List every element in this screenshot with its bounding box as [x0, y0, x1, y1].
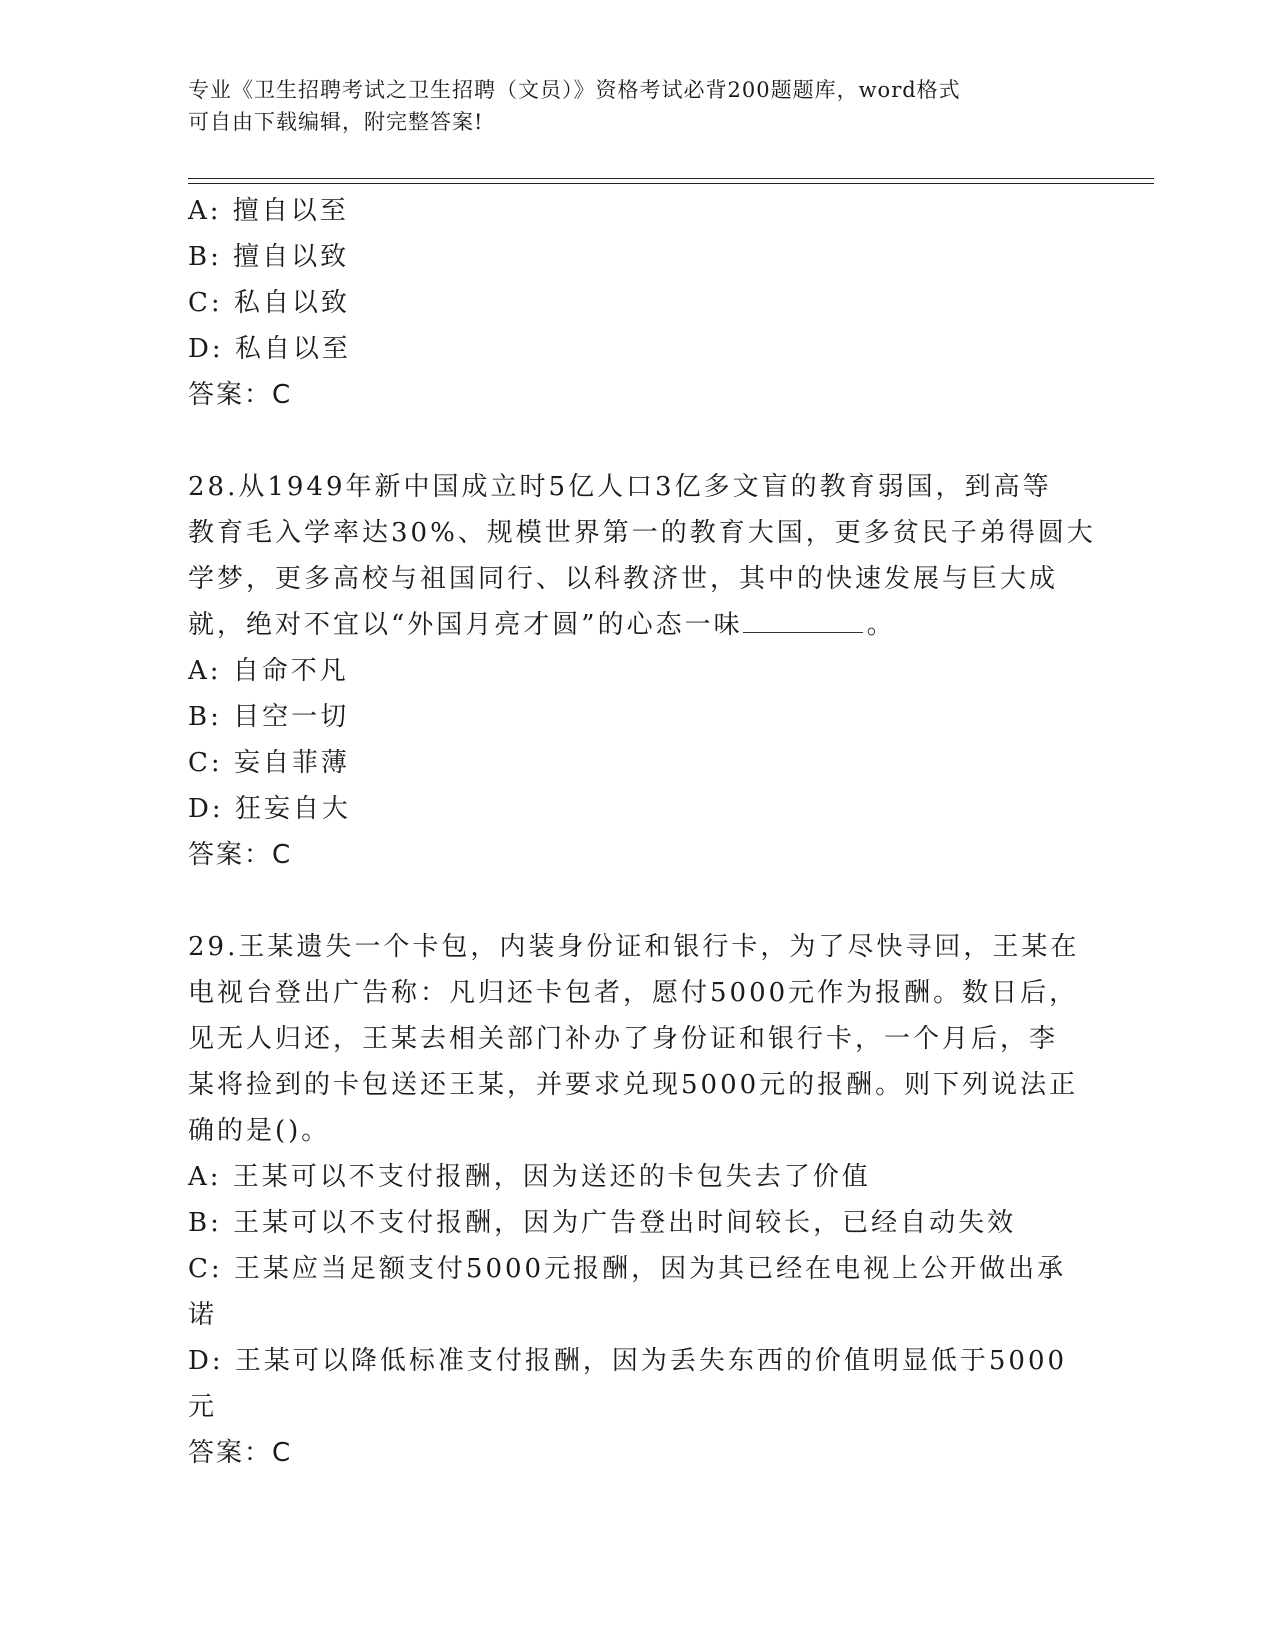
answer: 答案：C — [188, 380, 293, 410]
header-rule-top — [188, 178, 1154, 179]
option-d-continued: 元 — [188, 1392, 218, 1422]
question-text-line: 确的是()。 — [188, 1116, 331, 1146]
option-d: D: 王某可以降低标准支付报酬，因为丢失东西的价值明显低于5000 — [188, 1346, 1068, 1376]
option-a: A: 擅自以至 — [188, 196, 349, 226]
spacer — [188, 878, 1088, 924]
option-c: C: 妄自菲薄 — [188, 748, 350, 778]
option-d: D: 私自以至 — [188, 334, 351, 364]
option-d: D: 狂妄自大 — [188, 794, 351, 824]
option-c: C: 王某应当足额支付5000元报酬，因为其已经在电视上公开做出承 — [188, 1254, 1067, 1284]
question-text-line: 28.从1949年新中国成立时5亿人口3亿多文盲的教育弱国，到高等 — [188, 472, 1052, 502]
option-b: B: 王某可以不支付报酬，因为广告登出时间较长，已经自动失效 — [188, 1208, 1017, 1238]
question-28 — [188, 464, 1096, 878]
question-text-line-with-blank — [188, 602, 1088, 648]
spacer — [188, 418, 1088, 464]
option-b: B: 擅自以致 — [188, 242, 350, 272]
header-line-2: 可自由下载编辑，附完整答案! — [188, 110, 484, 134]
question-27-options — [188, 188, 1088, 418]
option-c-continued: 诺 — [188, 1300, 218, 1330]
question-text-line: 教育毛入学率达30%、规模世界第一的教育大国，更多贫民子弟得圆大 — [188, 518, 1096, 548]
fill-blank — [743, 602, 863, 633]
header-line-1: 专业《卫生招聘考试之卫生招聘（文员）》资格考试必背200题题库，word格式 — [188, 78, 961, 102]
answer: 答案：C — [188, 1438, 293, 1468]
option-b: B: 目空一切 — [188, 702, 350, 732]
question-text-line: 电视台登出广告称：凡归还卡包者，愿付5000元作为报酬。数日后， — [188, 978, 1079, 1008]
question-text-end: 。 — [866, 610, 896, 640]
answer: 答案：C — [188, 840, 293, 870]
question-29 — [188, 924, 1088, 1476]
header-rule-bottom — [188, 183, 1154, 184]
option-c: C: 私自以致 — [188, 288, 350, 318]
document-header — [188, 74, 1068, 138]
question-text-line: 某将捡到的卡包送还王某，并要求兑现5000元的报酬。则下列说法正 — [188, 1070, 1079, 1100]
question-text-line: 见无人归还，王某去相关部门补办了身份证和银行卡，一个月后，李 — [188, 1024, 1059, 1054]
question-text-line: 学梦，更多高校与祖国同行、以科教济世，其中的快速发展与巨大成 — [188, 564, 1059, 594]
question-text-line: 29.王某遗失一个卡包，内装身份证和银行卡，为了尽快寻回，王某在 — [188, 932, 1080, 962]
option-a: A: 自命不凡 — [188, 656, 349, 686]
option-a: A: 王某可以不支付报酬，因为送还的卡包失去了价值 — [188, 1162, 871, 1192]
question-text: 就，绝对不宜以“外国月亮才圆”的心态一味 — [188, 610, 743, 640]
document-body — [188, 188, 1096, 1476]
